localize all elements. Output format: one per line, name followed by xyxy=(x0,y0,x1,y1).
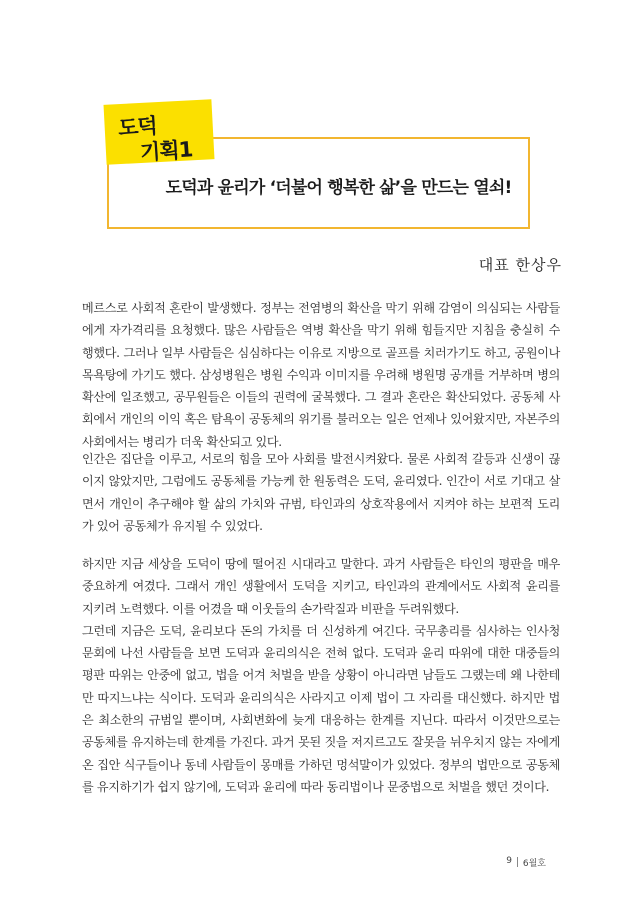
article-headline: 도덕과 윤리가 ‘더불어 행복한 삶’을 만드는 열쇠! xyxy=(165,178,512,198)
author-byline: 대표 한상우 xyxy=(478,256,562,274)
issue-label: 6월호 xyxy=(522,859,546,869)
section-tag-line1: 도덕 xyxy=(117,113,158,141)
paragraph-1 xyxy=(82,297,560,453)
paragraph-1-text: 메르스로 사회적 혼란이 발생했다. 정부는 전염병의 확산을 막기 위해 감염이 의심되는 사람들에게 자가격리를 요청했다. 많은 사람들은 역병 확산을 막기 위해 힘들지만 지침을 충실히 수행했다. 그러나 일부 사람들은 심심하다는 이유로 지방으로 골프를 치러가기도 하고, 공원이나 목욕탕에 가기도 했다. 삼성병원은 병원 수익과 이미지를 우려해 병원명 공개를 거부하며 병의 확산에 일조했고, 공무원들은 이들의 권력에 굴복했다. 그 결과 혼란은 확산되었다. 공동체 사회에서 개인의 이익 혹은 탐욕이 공동체의 위기를 불러오는 일은 언제나 있어왔지만, 자본주의 사회에서는 병리가 더욱 확산되고 있다. xyxy=(82,301,560,449)
footer-divider xyxy=(517,857,518,867)
paragraph-2 xyxy=(82,448,560,537)
section-tag-line2: 기획1 xyxy=(139,137,194,165)
paragraph-3 xyxy=(82,553,560,798)
paragraph-2-text: 인간은 집단을 이루고, 서로의 힘을 모아 사회를 발전시켜왔다. 물론 사회적 갈등과 신생이 끊이지 않았지만, 그럼에도 공동체를 가능케 한 원동력은 도덕, 윤리였다. 인간이 서로 기대고 살면서 개인이 추구해야 할 삶의 가치와 규범, 타인과의 상호작용에서 지켜야 하는 보편적 도리가 있어 공동체가 유지될 수 있었다. xyxy=(82,452,560,533)
paragraph-3a-text: 하지만 지금 세상을 도덕이 땅에 떨어진 시대라고 말한다. 과거 사람들은 타인의 평판을 매우 중요하게 여겼다. 그래서 개인 생활에서 도덕을 지키고, 타인과의 관계에서도 사회적 윤리를 지키려 노력했다. 이를 어겼을 때 이웃들의 손가락질과 비판을 두려워했다. xyxy=(82,557,560,616)
paragraph-3b-text: 그런데 지금은 도덕, 윤리보다 돈의 가치를 더 신성하게 여긴다. 국무총리를 심사하는 인사청문회에 나선 사람들을 보면 도덕과 윤리의식은 전혀 없다. 도덕과 윤리 따위에 대한 대중들의 평판 따위는 안중에 없고, 법을 어겨 처벌을 받을 상황이 아니라면 남들도 그랬는데 왜 나한테만 따지느냐는 식이다. 도덕과 윤리의식은 사라지고 이제 법이 그 자리를 대신했다. 하지만 법은 최소한의 규범일 뿐이며, 사회변화에 늦게 대응하는 한계를 지닌다. 따라서 이것만으로는 공동체를 유지하는데 한계를 가진다. 과거 못된 짓을 저지르고도 잘못을 뉘우치지 않는 자에게 온 집안 식구들이나 동네 사람들이 몽매를 가하던 멍석말이가 있었다. 정부의 법만으로 공동체를 유지하기가 쉽지 않기에, 도덕과 윤리에 따라 동리법이나 문중법으로 처벌을 했던 것이다. xyxy=(82,623,560,794)
page-number: 9 xyxy=(506,856,512,866)
page-footer xyxy=(0,856,640,872)
